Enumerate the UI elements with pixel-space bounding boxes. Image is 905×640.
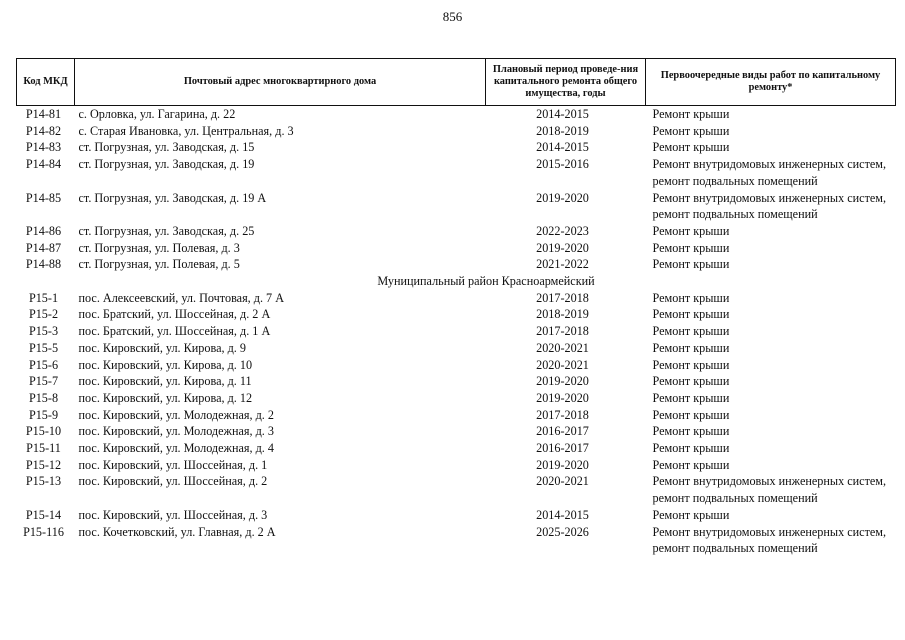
address-cell: пос. Кировский, ул. Шоссейная, д. 1 (78, 457, 268, 472)
header-code: Код МКД (17, 59, 75, 106)
works-line: Ремонт крыши (652, 441, 730, 456)
period-cell: 2016-2017 (536, 441, 589, 456)
table-row (17, 390, 896, 407)
table-row (17, 190, 896, 223)
mkd-code-cell: P15-10 (25, 424, 62, 439)
mkd-code-cell: P14-81 (25, 107, 62, 121)
address-cell: пос. Братский, ул. Шоссейная, д. 1 А (78, 324, 271, 339)
works-cell (646, 473, 896, 506)
table-row (17, 407, 896, 424)
works-line: Ремонт крыши (652, 257, 730, 272)
period-cell: 2019-2020 (536, 240, 589, 255)
period-cell: 2017-2018 (536, 407, 589, 422)
works-cell (646, 357, 896, 374)
works-cell (646, 156, 896, 189)
mkd-code-cell: P15-5 (28, 340, 59, 355)
works-cell (646, 123, 896, 140)
mkd-code-cell: P14-88 (25, 257, 62, 272)
mkd-code-cell: P15-6 (28, 357, 59, 372)
address-cell: пос. Кировский, ул. Шоссейная, д. 3 (78, 507, 268, 522)
works-line: Ремонт крыши (652, 357, 730, 372)
table-row (17, 256, 896, 273)
period-cell: 2015-2016 (536, 157, 589, 172)
works-cell (646, 524, 896, 557)
address-cell: пос. Кировский, ул. Молодежная, д. 2 (78, 407, 274, 422)
period-cell: 2019-2020 (536, 374, 589, 389)
works-cell (646, 407, 896, 424)
works-cell (646, 240, 896, 257)
table-body (17, 106, 896, 557)
section-row (17, 273, 896, 290)
works-cell (646, 290, 896, 307)
works-line: Ремонт внутридомовых инженерных систем, (652, 190, 887, 205)
address-cell: пос. Алексеевский, ул. Почтовая, д. 7 А (78, 290, 285, 305)
table-row (17, 340, 896, 357)
address-cell: с. Орловка, ул. Гагарина, д. 22 (78, 107, 236, 121)
address-cell: ст. Погрузная, ул. Полевая, д. 3 (78, 240, 240, 255)
mkd-code-cell: P14-83 (25, 140, 62, 155)
address-cell: пос. Кировский, ул. Шоссейная, д. 2 (78, 474, 268, 489)
works-cell (646, 457, 896, 474)
table-row (17, 524, 896, 557)
page-number: 856 (442, 9, 463, 24)
works-line: Ремонт крыши (652, 223, 730, 238)
period-cell: 2019-2020 (536, 457, 589, 472)
table-row (17, 106, 896, 123)
mkd-code-cell: P15-3 (28, 324, 59, 339)
period-cell: 2020-2021 (536, 340, 589, 355)
repair-schedule-table (16, 58, 896, 557)
table-row (17, 357, 896, 374)
table-header-row (17, 59, 896, 106)
works-cell (646, 373, 896, 390)
mkd-code-cell: P15-116 (23, 524, 64, 539)
address-cell: пос. Кировский, ул. Кирова, д. 11 (78, 374, 252, 389)
works-line: Ремонт крыши (652, 374, 730, 389)
table-row (17, 223, 896, 240)
address-cell: ст. Погрузная, ул. Заводская, д. 15 (78, 140, 255, 155)
mkd-code-cell: P15-2 (28, 307, 59, 322)
works-line: Ремонт крыши (652, 507, 730, 522)
works-cell (646, 190, 896, 223)
works-line: Ремонт крыши (652, 324, 730, 339)
works-line: ремонт подвальных помещений (652, 541, 818, 556)
header-works: Первоочередные виды работ по капитальному ремонту* (646, 59, 896, 106)
mkd-code-cell: P15-14 (25, 507, 62, 522)
address-cell: пос. Братский, ул. Шоссейная, д. 2 А (78, 307, 271, 322)
address-cell: пос. Кировский, ул. Кирова, д. 9 (78, 340, 246, 355)
address-cell: пос. Кировский, ул. Молодежная, д. 4 (78, 441, 274, 456)
works-cell (646, 323, 896, 340)
works-cell (646, 390, 896, 407)
works-line: Ремонт крыши (652, 307, 730, 322)
period-cell: 2016-2017 (536, 424, 589, 439)
works-line: Ремонт внутридомовых инженерных систем, (652, 524, 887, 539)
mkd-code-cell: P15-13 (25, 474, 62, 489)
works-line: Ремонт крыши (652, 107, 730, 121)
header-address: Почтовый адрес многоквартирного дома (75, 59, 486, 106)
works-cell (646, 507, 896, 524)
works-line: Ремонт крыши (652, 140, 730, 155)
mkd-code-cell: P15-12 (25, 457, 62, 472)
works-line: Ремонт внутридомовых инженерных систем, (652, 157, 887, 172)
works-cell (646, 223, 896, 240)
works-line: Ремонт крыши (652, 123, 730, 138)
period-cell: 2018-2019 (536, 307, 589, 322)
header-period: Плановый период проведе-ния капитального ремонта общего имущества, годы (486, 59, 646, 106)
address-cell: ст. Погрузная, ул. Заводская, д. 19 А (78, 190, 267, 205)
mkd-code-cell: P15-1 (28, 290, 59, 305)
works-cell (646, 139, 896, 156)
period-cell: 2017-2018 (536, 290, 589, 305)
address-cell: с. Старая Ивановка, ул. Центральная, д. 3 (78, 123, 294, 138)
period-cell: 2014-2015 (536, 140, 589, 155)
address-cell: пос. Кочетковский, ул. Главная, д. 2 А (78, 524, 276, 539)
table-row (17, 507, 896, 524)
table-row (17, 139, 896, 156)
works-line: Ремонт крыши (652, 424, 730, 439)
period-cell: 2020-2021 (536, 357, 589, 372)
works-line: Ремонт крыши (652, 340, 730, 355)
period-cell: 2017-2018 (536, 324, 589, 339)
works-line: Ремонт внутридомовых инженерных систем, (652, 474, 887, 489)
table-row (17, 323, 896, 340)
table-row (17, 123, 896, 140)
address-cell: ст. Погрузная, ул. Заводская, д. 25 (78, 223, 255, 238)
works-cell (646, 306, 896, 323)
mkd-code-cell: P14-84 (25, 157, 62, 172)
period-cell: 2019-2020 (536, 390, 589, 405)
address-cell: пос. Кировский, ул. Кирова, д. 10 (78, 357, 253, 372)
table-row (17, 156, 896, 189)
period-cell: 2019-2020 (536, 190, 589, 205)
mkd-code-cell: P15-11 (26, 441, 61, 456)
address-cell: ст. Погрузная, ул. Заводская, д. 19 (78, 157, 255, 172)
period-cell: 2022-2023 (536, 223, 589, 238)
table-row (17, 290, 896, 307)
mkd-code-cell: P15-7 (28, 374, 59, 389)
table-row (17, 423, 896, 440)
mkd-code-cell: P14-85 (25, 190, 62, 205)
address-cell: пос. Кировский, ул. Кирова, д. 12 (78, 390, 253, 405)
period-cell: 2025-2026 (536, 524, 589, 539)
period-cell: 2018-2019 (536, 123, 589, 138)
works-cell (646, 256, 896, 273)
works-line: Ремонт крыши (652, 390, 730, 405)
period-cell: 2014-2015 (536, 107, 589, 121)
works-line: ремонт подвальных помещений (652, 491, 818, 506)
table-row (17, 306, 896, 323)
works-cell (646, 440, 896, 457)
works-cell (646, 106, 896, 123)
works-cell (646, 423, 896, 440)
address-cell: ст. Погрузная, ул. Полевая, д. 5 (78, 257, 240, 272)
mkd-code-cell: P15-8 (28, 390, 59, 405)
section-title: Муниципальный район Красноармейский (377, 274, 595, 289)
works-line: ремонт подвальных помещений (652, 207, 818, 222)
works-cell (646, 340, 896, 357)
mkd-code-cell: P14-82 (25, 123, 62, 138)
works-line: ремонт подвальных помещений (652, 173, 818, 188)
period-cell: 2020-2021 (536, 474, 589, 489)
works-line: Ремонт крыши (652, 457, 730, 472)
works-line: Ремонт крыши (652, 407, 730, 422)
table-row (17, 457, 896, 474)
table-row (17, 373, 896, 390)
mkd-code-cell: P15-9 (28, 407, 59, 422)
works-line: Ремонт крыши (652, 290, 730, 305)
table-row (17, 240, 896, 257)
table-row (17, 473, 896, 506)
mkd-code-cell: P14-86 (25, 223, 62, 238)
table-row (17, 440, 896, 457)
mkd-code-cell: P14-87 (25, 240, 62, 255)
period-cell: 2021-2022 (536, 257, 589, 272)
period-cell: 2014-2015 (536, 507, 589, 522)
works-line: Ремонт крыши (652, 240, 730, 255)
address-cell: пос. Кировский, ул. Молодежная, д. 3 (78, 424, 274, 439)
